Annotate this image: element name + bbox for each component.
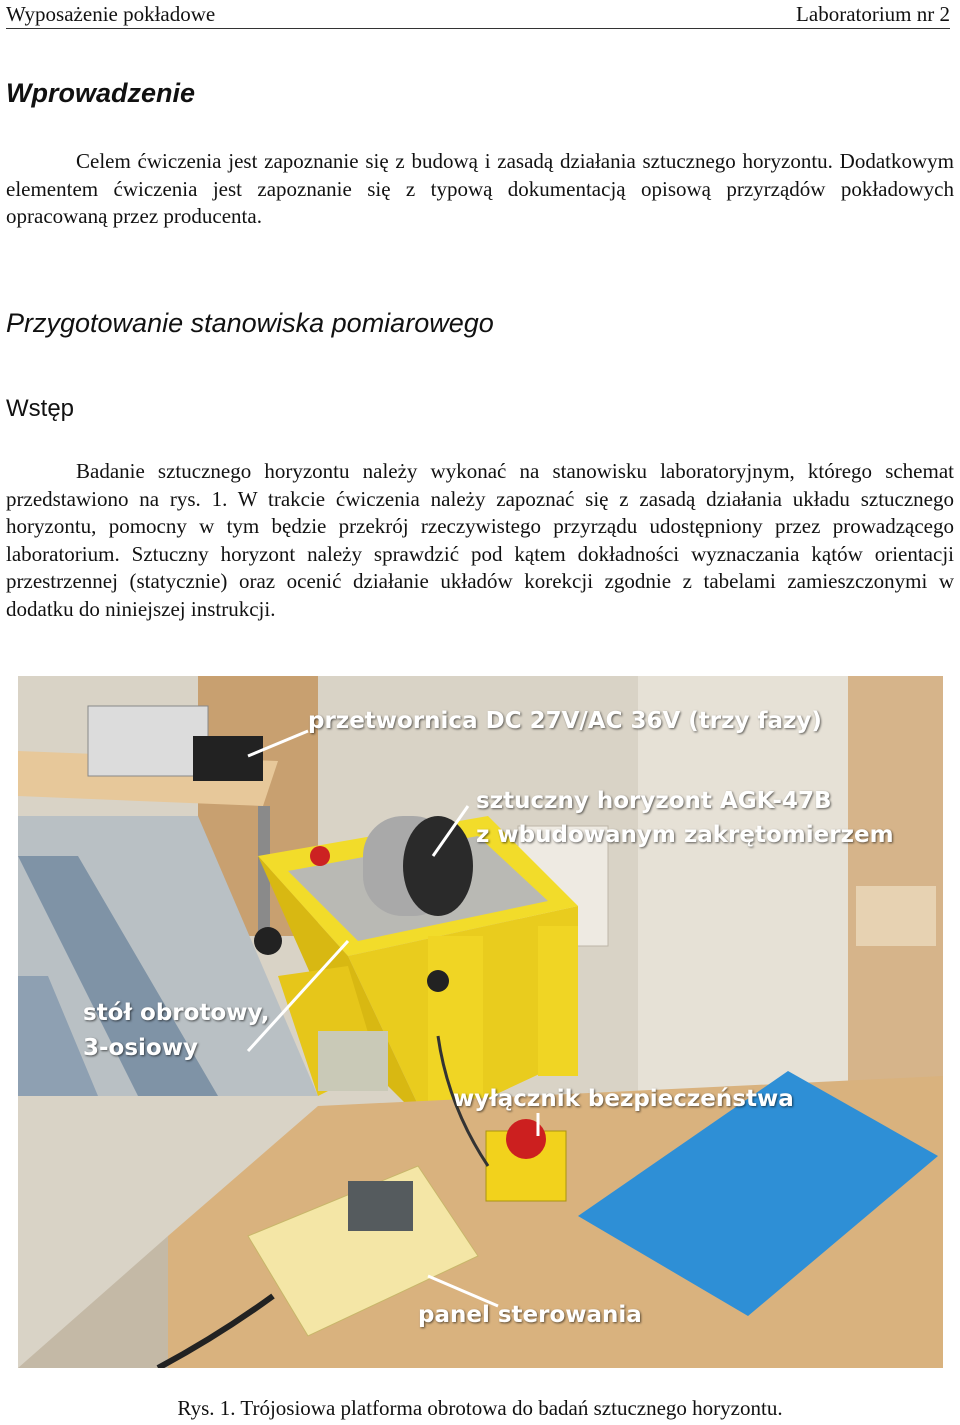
section-title-setup: Przygotowanie stanowiska pomiarowego xyxy=(6,308,494,338)
subsection-title-intro: Wstęp xyxy=(6,395,75,422)
header-left: Wyposażenie pokładowe xyxy=(6,1,216,26)
header-right: Laboratorium nr 2 xyxy=(796,1,950,26)
intro-paragraph: Celem ćwiczenia jest zapoznanie się z budową i zasadą działania sztucznego horyzontu. Dodatkowym elementem ćwiczenia jest zapoznanie się z typową dokumentacją opisową przyrządów pokładowych opracowaną przez producenta. xyxy=(6,149,954,228)
label-converter: przetwornica DC 27V/AC 36V (trzy fazy) xyxy=(308,708,822,734)
label-switch: wyłącznik bezpieczeństwa xyxy=(453,1086,794,1112)
label-horizon-1: sztuczny horyzont AGK-47B xyxy=(476,788,832,814)
setup-paragraph: Badanie sztucznego horyzontu należy wykonać na stanowisku laboratoryjnym, którego schemat przedstawiono na rys. 1. W trakcie ćwiczenia należy zapoznać się z zasadą działania układu sztucznego horyzontu, pomocny w tym będzie przekrój rzeczywistego przyrządu udostępniony przez prowadzącego laboratorium. Sztuczny horyzont należy sprawdzić pod kątem dokładności wyznaczania kątów orientacji przestrzennej (statycznie) oraz ocenić działanie układów korekcji zgodnie z tabelami zamieszczonymi w dodatku do niniejszej instrukcji. xyxy=(6,459,954,621)
lab-setup-photo xyxy=(18,676,943,1368)
label-table-2: 3-osiowy xyxy=(83,1035,198,1061)
label-table-1: stół obrotowy, xyxy=(83,1000,270,1026)
figure-caption: Rys. 1. Trójosiowa platforma obrotowa do badań sztucznego horyzontu. xyxy=(177,1396,783,1420)
section-title-intro: Wprowadzenie xyxy=(6,78,196,108)
label-panel: panel sterowania xyxy=(418,1302,642,1328)
page-header xyxy=(6,0,950,29)
label-horizon-2: z wbudowanym zakrętomierzem xyxy=(476,822,894,848)
